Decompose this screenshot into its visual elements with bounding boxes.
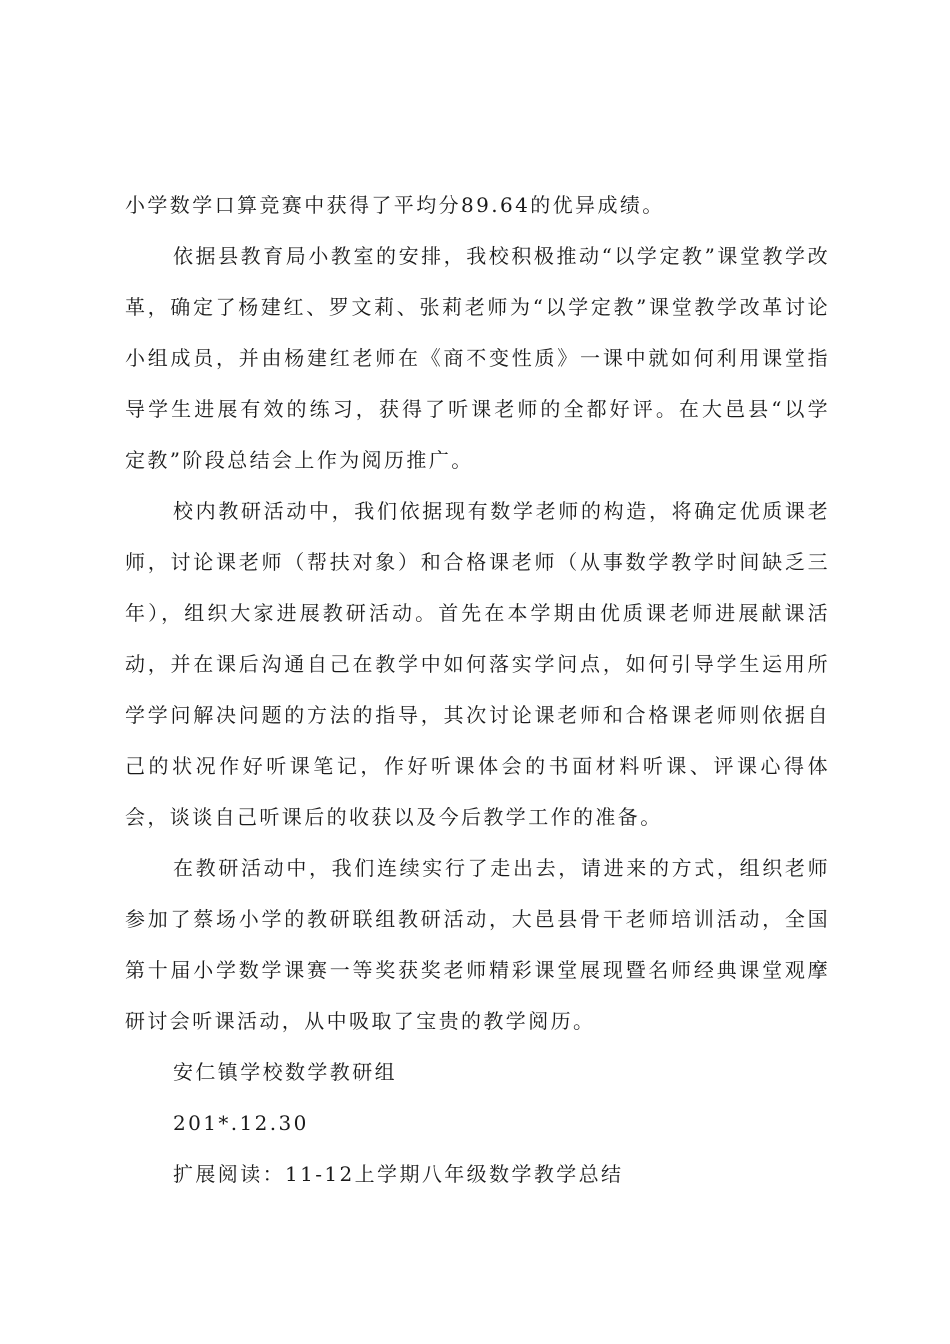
document-body bbox=[125, 180, 830, 1200]
signature-date: 201*.12.30 bbox=[173, 1111, 309, 1135]
paragraph-continuation: 小学数学口算竞赛中获得了平均分89.64的优异成绩。 bbox=[125, 193, 665, 217]
extended-reading-link: 扩展阅读：11-12上学期八年级数学教学总结 bbox=[173, 1162, 624, 1186]
paragraph-school-research: 校内教研活动中，我们依据现有数学老师的构造，将确定优质课老师，讨论课老师（帮扶对象）和合格课老师（从事数学教学时间缺乏三年），组织大家进展教研活动。首先在本学期由优质课老师进展献课活动，并在课后沟通自己在教学中如何落实学问点，如何引导学生运用所学学问解决问题的方法的指导，其次讨论课老师和合格课老师则依据自己的状况作好听课笔记，作好听课体会的书面材料听课、评课心得体会，谈谈自己听课后的收获以及今后教学工作的准备。 bbox=[125, 499, 830, 829]
signature-group: 安仁镇学校数学教研组 bbox=[173, 1060, 397, 1084]
paragraph-teaching-reform: 依据县教育局小教室的安排，我校积极推动“以学定教”课堂教学改革，确定了杨建红、罗文莉、张莉老师为“以学定教”课堂教学改革讨论小组成员，并由杨建红老师在《商不变性质》一课中就如何利用课堂指导学生进展有效的练习，获得了听课老师的全都好评。在大邑县“以学定教”阶段总结会上作为阅历推广。 bbox=[125, 244, 830, 472]
paragraph-external-activities: 在教研活动中，我们连续实行了走出去，请进来的方式，组织老师参加了蔡场小学的教研联组教研活动，大邑县骨干老师培训活动，全国第十届小学数学课赛一等奖获奖老师精彩课堂展现暨名师经典课堂观摩研讨会听课活动，从中吸取了宝贵的教学阅历。 bbox=[125, 856, 830, 1033]
